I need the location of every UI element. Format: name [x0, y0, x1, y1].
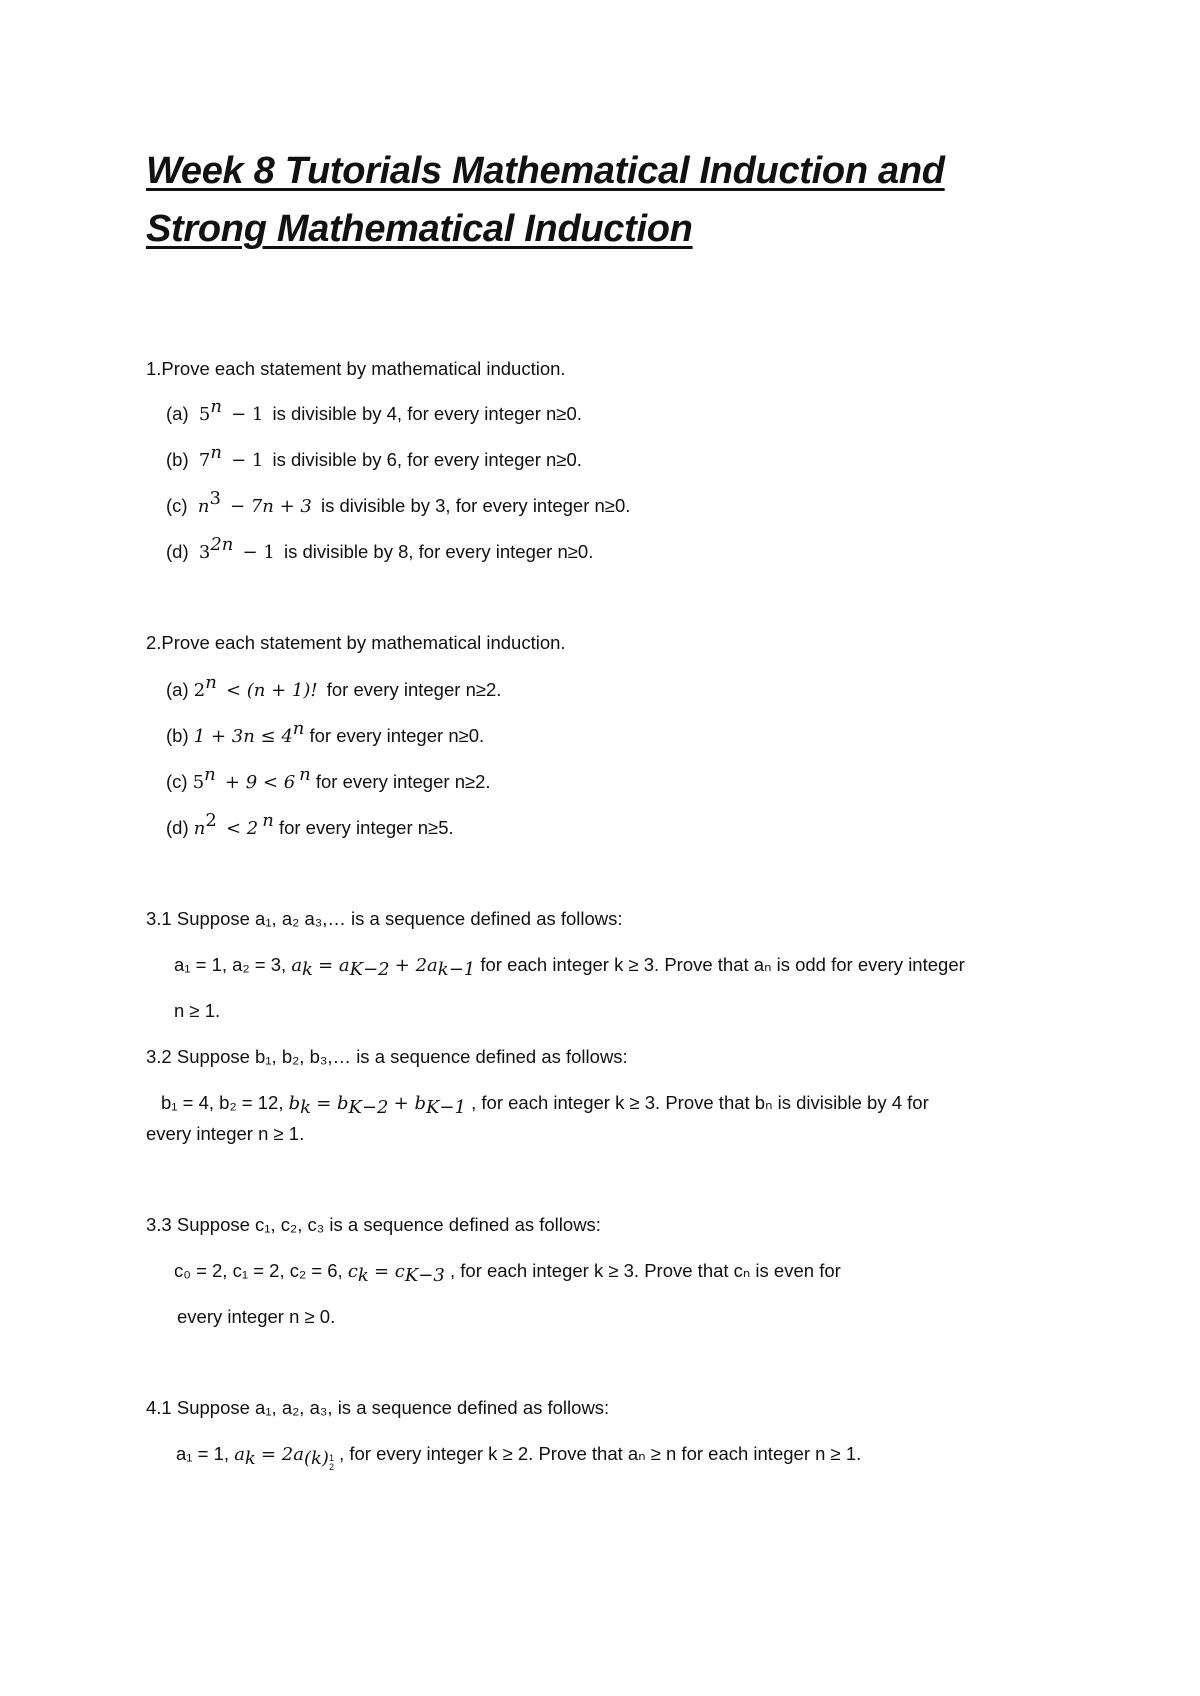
page-title-line-2: Strong Mathematical Induction	[146, 208, 693, 250]
q2-header: 2.Prove each statement by mathematical induction.	[146, 632, 566, 653]
q1-item-c: (c) $n^3 - 7n + 3$ is divisible by 3, for every integer n≥0.	[166, 488, 631, 517]
page-title-line-1: Week 8 Tutorials Mathematical Induction and	[146, 150, 945, 192]
q1-header: 1.Prove each statement by mathematical induction.	[146, 358, 566, 379]
q3-1-definition: a₁ = 1, a₂ = 3, $a_k = a_{K-2} + 2a_{k-1}$ for each integer k ≥ 3. Prove that aₙ is odd for every integer	[174, 954, 965, 980]
q3-2-definition: b₁ = 4, b₂ = 12, $b_k = b_{K-2} + b_{K-1}$ , for each integer k ≥ 3. Prove that bₙ is divisible by 4 for	[161, 1092, 929, 1118]
q1-item-b: (b) 7$^n$ − 1 is divisible by 6, for every integer n≥0.	[166, 442, 582, 471]
q3-1-header: 3.1 Suppose a₁, a₂ a₃,… is a sequence defined as follows:	[146, 908, 623, 929]
q1-item-a: (a) 5$^n$ − 1 is divisible by 4, for every integer n≥0.	[166, 396, 582, 425]
q2-item-c: (c) 5$^n$ + 9 < 6 $^n$ for every integer n≥2.	[166, 764, 491, 793]
q2-item-b: (b) $1 + 3n \le 4^n$ for every integer n≥0.	[166, 718, 485, 747]
q3-3-header: 3.3 Suppose c₁, c₂, c₃ is a sequence defined as follows:	[146, 1214, 601, 1235]
q3-2-continuation: every integer n ≥ 1.	[146, 1123, 305, 1144]
q2-item-d: (d) $n^2 < 2$ $^n$ for every integer n≥5.	[166, 810, 454, 839]
q3-2-header: 3.2 Suppose b₁, b₂, b₃,… is a sequence defined as follows:	[146, 1046, 628, 1067]
fraction-one-half: 1 2	[328, 1453, 334, 1472]
q4-1-definition: a₁ = 1, $a_k = 2a_{(k)}$ 1 2 , for every integer k ≥ 2. Prove that aₙ ≥ n for each integer n ≥ 1.	[176, 1443, 862, 1472]
q4-1-header: 4.1 Suppose a₁, a₂, a₃, is a sequence defined as follows:	[146, 1397, 610, 1418]
q2-item-a: (a) 2$^n$ < (n + 1)! for every integer n≥2.	[166, 672, 502, 701]
q1-item-d: (d) $3^{2n} - 1$ is divisible by 8, for every integer n≥0.	[166, 534, 594, 563]
q3-1-continuation: n ≥ 1.	[174, 1000, 221, 1021]
q3-3-definition: c₀ = 2, c₁ = 2, c₂ = 6, $c_k = c_{K-3}$ , for each integer k ≥ 3. Prove that cₙ is even for	[174, 1260, 841, 1286]
q3-3-continuation: every integer n ≥ 0.	[177, 1306, 336, 1327]
